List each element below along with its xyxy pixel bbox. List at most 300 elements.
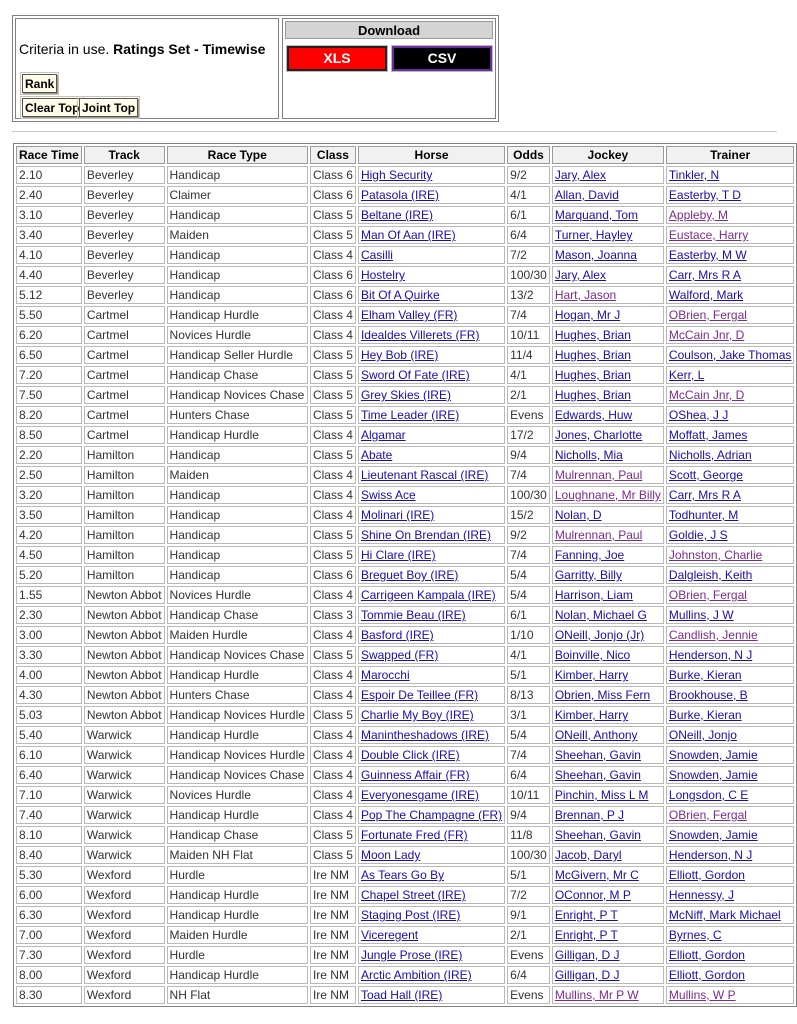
jockey-cell [552, 846, 664, 864]
jockey-cell [552, 466, 664, 484]
track-cell: Warwick [84, 826, 165, 844]
jockey-link[interactable]: Boinville, Nico [554, 648, 631, 662]
horse-link[interactable]: Charlie My Boy (IRE) [360, 708, 474, 722]
horse-link[interactable]: Hey Bob (IRE) [360, 348, 439, 362]
track-cell: Wexford [84, 966, 165, 984]
jockey-link[interactable]: Nolan, Michael G [554, 608, 647, 622]
trainer-cell [666, 626, 795, 644]
table-row [16, 566, 794, 584]
horse-link[interactable]: Toad Hall (IRE) [360, 988, 443, 1002]
horse-link[interactable]: Arctic Ambition (IRE) [360, 968, 472, 982]
trainer-cell [666, 186, 795, 204]
jockey-link[interactable]: Gilligan, D J [554, 948, 620, 962]
jockey-cell [552, 586, 664, 604]
horse-link[interactable]: Breguet Boy (IRE) [360, 568, 459, 582]
download-title: Download [285, 21, 493, 39]
race-time-cell: 4.30 [16, 686, 82, 704]
track-cell: Warwick [84, 726, 165, 744]
trainer-cell [666, 666, 795, 684]
race-time-cell: 4.40 [16, 266, 82, 284]
horse-link[interactable]: Carrigeen Kampala (IRE) [360, 588, 496, 602]
race-time-cell: 3.20 [16, 486, 82, 504]
horse-link[interactable]: Molinari (IRE) [360, 508, 435, 522]
horse-link[interactable]: Grey Skies (IRE) [360, 388, 451, 402]
horse-link[interactable]: Basford (IRE) [360, 628, 434, 642]
track-cell: Wexford [84, 946, 165, 964]
jockey-link[interactable]: Enright, P T [554, 928, 618, 942]
jockey-cell [552, 166, 664, 184]
horse-link[interactable]: Moon Lady [360, 848, 421, 862]
horse-cell [358, 986, 505, 1004]
race-type-cell: Handicap Hurdle [167, 886, 308, 904]
horse-link[interactable]: Swiss Ace [360, 488, 416, 502]
trainer-cell [666, 706, 795, 724]
track-cell: Cartmel [84, 386, 165, 404]
trainer-cell [666, 506, 795, 524]
trainer-link[interactable]: Elliott, Gordon [668, 868, 745, 882]
table-row [16, 846, 794, 864]
jockey-link[interactable]: Mulrennan, Paul [554, 468, 643, 482]
jockey-link[interactable]: Harrison, Liam [554, 588, 633, 602]
horse-link[interactable]: Sword Of Fate (IRE) [360, 368, 470, 382]
horse-link[interactable]: Patasola (IRE) [360, 188, 439, 202]
horse-link[interactable]: Elham Valley (FR) [360, 308, 458, 322]
table-row [16, 786, 794, 804]
trainer-link[interactable]: Tinkler, N [668, 168, 720, 182]
jockey-cell [552, 626, 664, 644]
jockey-link[interactable]: Hart, Jason [554, 288, 617, 302]
trainer-cell [666, 826, 795, 844]
header-horse[interactable]: Horse [358, 146, 505, 164]
horse-cell [358, 466, 505, 484]
trainer-cell [666, 806, 795, 824]
header-jockey[interactable]: Jockey [552, 146, 664, 164]
race-time-cell: 4.00 [16, 666, 82, 684]
trainer-link[interactable]: McCain Jnr, D [668, 388, 745, 402]
jockey-cell [552, 866, 664, 884]
horse-link[interactable]: Tommie Beau (IRE) [360, 608, 466, 622]
jockey-link[interactable]: Kimber, Harry [554, 708, 629, 722]
class-cell: Class 4 [310, 746, 356, 764]
jockey-cell [552, 326, 664, 344]
trainer-link[interactable]: Carr, Mrs R A [668, 268, 741, 282]
trainer-cell [666, 926, 795, 944]
track-cell: Hamilton [84, 526, 165, 544]
race-type-cell: Novices Hurdle [167, 586, 308, 604]
race-time-cell: 6.50 [16, 346, 82, 364]
jockey-link[interactable]: Jacob, Daryl [554, 848, 622, 862]
jockey-cell [552, 206, 664, 224]
jockey-link[interactable]: McGivern, Mr C [554, 868, 639, 882]
trainer-cell [666, 586, 795, 604]
track-cell: Newton Abbot [84, 646, 165, 664]
trainer-cell [666, 966, 795, 984]
trainer-link[interactable]: ONeill, Jonjo [668, 728, 737, 742]
trainer-link[interactable]: Moffatt, James [668, 428, 748, 442]
track-cell: Wexford [84, 906, 165, 924]
trainer-link[interactable]: Elliott, Gordon [668, 948, 745, 962]
race-type-cell: Novices Hurdle [167, 786, 308, 804]
odds-cell: 9/2 [507, 166, 550, 184]
jockey-link[interactable]: Sheehan, Gavin [554, 748, 641, 762]
horse-link[interactable]: Shine On Brendan (IRE) [360, 528, 492, 542]
criteria-text [19, 41, 265, 57]
trainer-link[interactable]: OBrien, Fergal [668, 308, 747, 322]
odds-cell: 5/1 [507, 866, 550, 884]
horse-link[interactable]: Staging Post (IRE) [360, 908, 461, 922]
class-cell: Class 5 [310, 526, 356, 544]
trainer-link[interactable]: Carr, Mrs R A [668, 488, 741, 502]
race-type-cell: Handicap Hurdle [167, 426, 308, 444]
trainer-cell [666, 346, 795, 364]
horse-cell [358, 426, 505, 444]
table-row [16, 886, 794, 904]
class-cell: Ire NM [310, 886, 356, 904]
trainer-link[interactable]: Easterby, M W [668, 248, 747, 262]
jockey-link[interactable]: Fanning, Joe [554, 548, 625, 562]
class-cell: Class 4 [310, 686, 356, 704]
trainer-link[interactable]: Candlish, Jennie [668, 628, 758, 642]
race-time-cell: 5.30 [16, 866, 82, 884]
trainer-link[interactable]: Nicholls, Adrian [668, 448, 752, 462]
trainer-link[interactable]: OBrien, Fergal [668, 588, 747, 602]
horse-cell [358, 486, 505, 504]
jockey-link[interactable]: Turner, Hayley [554, 228, 633, 242]
horse-link[interactable]: Idealdes Villerets (FR) [360, 328, 480, 342]
race-type-cell: Handicap Chase [167, 366, 308, 384]
class-cell: Ire NM [310, 926, 356, 944]
trainer-cell [666, 286, 795, 304]
horse-cell [358, 866, 505, 884]
horse-link[interactable]: Man Of Aan (IRE) [360, 228, 456, 242]
trainer-link[interactable]: Burke, Kieran [668, 708, 742, 722]
horse-link[interactable]: Pop The Champagne (FR) [360, 808, 503, 822]
horse-link[interactable]: Viceregent [360, 928, 419, 942]
horse-link[interactable]: Everyonesgame (IRE) [360, 788, 479, 802]
race-type-cell: Handicap [167, 486, 308, 504]
jockey-link[interactable]: Enright, P T [554, 908, 618, 922]
horse-link[interactable]: Bit Of A Quirke [360, 288, 440, 302]
trainer-cell [666, 266, 795, 284]
trainer-link[interactable]: Mullins, J W [668, 608, 734, 622]
jockey-link[interactable]: Mullins, Mr P W [554, 988, 639, 1002]
class-cell: Class 6 [310, 186, 356, 204]
race-time-cell: 2.30 [16, 606, 82, 624]
trainer-link[interactable]: Henderson, N J [668, 648, 753, 662]
race-type-cell: Handicap Seller Hurdle [167, 346, 308, 364]
jockey-cell [552, 886, 664, 904]
horse-cell [358, 306, 505, 324]
trainer-link[interactable]: Henderson, N J [668, 848, 753, 862]
race-type-cell: Maiden Hurdle [167, 626, 308, 644]
jockey-cell [552, 746, 664, 764]
horse-link[interactable]: As Tears Go By [360, 868, 445, 882]
trainer-link[interactable]: Longsdon, C E [668, 788, 749, 802]
rank-button[interactable]: Rank [22, 74, 57, 93]
horse-link[interactable]: Espoir De Teillee (FR) [360, 688, 479, 702]
race-type-cell: Maiden NH Flat [167, 846, 308, 864]
horse-cell [358, 346, 505, 364]
horse-cell [358, 706, 505, 724]
horse-link[interactable]: Casilli [360, 248, 393, 262]
trainer-link[interactable]: Easterby, T D [668, 188, 741, 202]
class-cell: Class 4 [310, 306, 356, 324]
odds-cell: Evens [507, 986, 550, 1004]
horse-link[interactable]: Jungle Prose (IRE) [360, 948, 463, 962]
horse-cell [358, 226, 505, 244]
track-cell: Hamilton [84, 546, 165, 564]
class-cell: Class 4 [310, 246, 356, 264]
horse-cell [358, 186, 505, 204]
jockey-cell [552, 706, 664, 724]
horse-cell [358, 266, 505, 284]
trainer-link[interactable]: Walford, Mark [668, 288, 744, 302]
jockey-link[interactable]: Nolan, D [554, 508, 602, 522]
trainer-link[interactable]: Snowden, Jamie [668, 768, 758, 782]
trainer-cell [666, 766, 795, 784]
horse-link[interactable]: Guinness Affair (FR) [360, 768, 470, 782]
race-time-cell: 6.00 [16, 886, 82, 904]
trainer-link[interactable]: Snowden, Jamie [668, 828, 758, 842]
track-cell: Beverley [84, 286, 165, 304]
race-time-cell: 8.50 [16, 426, 82, 444]
race-time-cell: 7.20 [16, 366, 82, 384]
header-odds[interactable]: Odds [507, 146, 550, 164]
track-cell: Hamilton [84, 466, 165, 484]
horse-cell [358, 246, 505, 264]
trainer-link[interactable]: Byrnes, C [668, 928, 722, 942]
class-cell: Class 4 [310, 486, 356, 504]
jockey-cell [552, 906, 664, 924]
table-row [16, 666, 794, 684]
odds-cell: 9/1 [507, 906, 550, 924]
jockey-link[interactable]: ONeill, Jonjo (Jr) [554, 628, 645, 642]
horse-link[interactable]: High Security [360, 168, 433, 182]
trainer-cell [666, 326, 795, 344]
table-row [16, 166, 794, 184]
joint-top-button[interactable]: Joint Top [79, 98, 138, 117]
table-header-row [16, 146, 794, 164]
race-time-cell: 7.00 [16, 926, 82, 944]
horse-link[interactable]: Hi Clare (IRE) [360, 548, 436, 562]
horse-link[interactable]: Double Click (IRE) [360, 748, 460, 762]
horse-link[interactable]: Beltane (IRE) [360, 208, 433, 222]
trainer-link[interactable]: Goldie, J S [668, 528, 728, 542]
jockey-link[interactable]: Nicholls, Mia [554, 448, 623, 462]
race-type-cell: Maiden [167, 466, 308, 484]
table-row [16, 366, 794, 384]
table-row [16, 746, 794, 764]
horse-cell [358, 586, 505, 604]
table-row [16, 266, 794, 284]
horse-link[interactable]: Manintheshadows (IRE) [360, 728, 490, 742]
trainer-link[interactable]: Appleby, M [668, 208, 729, 222]
race-type-cell: Handicap [167, 246, 308, 264]
jockey-link[interactable]: Obrien, Miss Fern [554, 688, 651, 702]
jockey-link[interactable]: Hogan, Mr J [554, 308, 621, 322]
jockey-cell [552, 566, 664, 584]
jockey-link[interactable]: Hughes, Brian [554, 388, 631, 402]
race-time-cell: 3.00 [16, 626, 82, 644]
race-time-cell: 2.10 [16, 166, 82, 184]
odds-cell: Evens [507, 406, 550, 424]
odds-cell: Evens [507, 946, 550, 964]
horse-link[interactable]: Algamar [360, 428, 406, 442]
class-cell: Class 5 [310, 386, 356, 404]
trainer-link[interactable]: Hennessy, J [668, 888, 735, 902]
trainer-link[interactable]: OBrien, Fergal [668, 808, 747, 822]
track-cell: Newton Abbot [84, 666, 165, 684]
horse-cell [358, 806, 505, 824]
jockey-cell [552, 346, 664, 364]
horse-cell [358, 666, 505, 684]
race-time-cell: 6.10 [16, 746, 82, 764]
horse-link[interactable]: Swapped (FR) [360, 648, 439, 662]
odds-cell: 10/11 [507, 326, 550, 344]
trainer-link[interactable]: Mullins, W P [668, 988, 736, 1002]
jockey-cell [552, 266, 664, 284]
trainer-cell [666, 726, 795, 744]
race-type-cell: Handicap [167, 526, 308, 544]
jockey-link[interactable]: Edwards, Huw [554, 408, 633, 422]
race-type-cell: Claimer [167, 186, 308, 204]
trainer-link[interactable]: McNiff, Mark Michael [668, 908, 781, 922]
trainer-cell [666, 786, 795, 804]
track-cell: Wexford [84, 986, 165, 1004]
jockey-link[interactable]: Kimber, Harry [554, 668, 629, 682]
track-cell: Wexford [84, 866, 165, 884]
odds-cell: 4/1 [507, 366, 550, 384]
horse-link[interactable]: Marocchi [360, 668, 410, 682]
criteria-cell [15, 18, 279, 119]
race-type-cell: Handicap [167, 546, 308, 564]
trainer-link[interactable]: Elliott, Gordon [668, 968, 745, 982]
trainer-link[interactable]: Johnston, Charlie [668, 548, 763, 562]
jockey-cell [552, 786, 664, 804]
table-row [16, 546, 794, 564]
class-cell: Class 6 [310, 566, 356, 584]
trainer-link[interactable]: Scott, George [668, 468, 743, 482]
jockey-link[interactable]: Garritty, Billy [554, 568, 622, 582]
header-race-type[interactable]: Race Type [167, 146, 308, 164]
horse-link[interactable]: Lieutenant Rascal (IRE) [360, 468, 489, 482]
trainer-link[interactable]: Brookhouse, B [668, 688, 748, 702]
jockey-cell [552, 726, 664, 744]
jockey-link[interactable]: Sheehan, Gavin [554, 828, 641, 842]
track-cell: Cartmel [84, 346, 165, 364]
download-csv-button[interactable]: CSV [392, 46, 492, 71]
jockey-link[interactable]: Hughes, Brian [554, 368, 631, 382]
odds-cell: 9/4 [507, 446, 550, 464]
trainer-link[interactable]: Kerr, L [668, 368, 705, 382]
trainer-cell [666, 406, 795, 424]
jockey-link[interactable]: Marquand, Tom [554, 208, 638, 222]
jockey-link[interactable]: Jones, Charlotte [554, 428, 643, 442]
odds-cell: 11/4 [507, 346, 550, 364]
jockey-cell [552, 506, 664, 524]
trainer-link[interactable]: Eustace, Harry [668, 228, 749, 242]
track-cell: Hamilton [84, 486, 165, 504]
jockey-link[interactable]: Hughes, Brian [554, 348, 631, 362]
table-row [16, 866, 794, 884]
track-cell: Hamilton [84, 446, 165, 464]
header-race-time[interactable]: Race Time [16, 146, 82, 164]
jockey-link[interactable]: Pinchin, Miss L M [554, 788, 649, 802]
jockey-link[interactable]: Brennan, P J [554, 808, 625, 822]
odds-cell: 8/13 [507, 686, 550, 704]
trainer-link[interactable]: OShea, J J [668, 408, 729, 422]
trainer-cell [666, 906, 795, 924]
race-type-cell: Handicap Hurdle [167, 966, 308, 984]
jockey-link[interactable]: Mulrennan, Paul [554, 528, 643, 542]
jockey-cell [552, 186, 664, 204]
race-type-cell: Hurdle [167, 866, 308, 884]
criteria-panel [12, 15, 499, 122]
race-results-table [13, 143, 797, 1007]
race-type-cell: Handicap Hurdle [167, 666, 308, 684]
trainer-link[interactable]: Burke, Kieran [668, 668, 742, 682]
header-track[interactable]: Track [84, 146, 165, 164]
jockey-link[interactable]: Hughes, Brian [554, 328, 631, 342]
header-trainer[interactable]: Trainer [666, 146, 795, 164]
trainer-link[interactable]: Snowden, Jamie [668, 748, 758, 762]
trainer-link[interactable]: Coulson, Jake Thomas [668, 348, 792, 362]
class-cell: Class 4 [310, 806, 356, 824]
header-class[interactable]: Class [310, 146, 356, 164]
horse-cell [358, 886, 505, 904]
horse-cell [358, 406, 505, 424]
jockey-link[interactable]: Jary, Alex [554, 168, 606, 182]
race-time-cell: 4.50 [16, 546, 82, 564]
jockey-link[interactable]: ONeill, Anthony [554, 728, 638, 742]
jockey-link[interactable]: OConnor, M P [554, 888, 631, 902]
jockey-link[interactable]: Gilligan, D J [554, 968, 620, 982]
jockey-cell [552, 526, 664, 544]
trainer-link[interactable]: Dalgleish, Keith [668, 568, 753, 582]
clear-top-button[interactable]: Clear Top [22, 98, 82, 117]
jockey-link[interactable]: Sheehan, Gavin [554, 768, 641, 782]
class-cell: Class 5 [310, 206, 356, 224]
trainer-link[interactable]: McCain Jnr, D [668, 328, 745, 342]
horse-cell [358, 966, 505, 984]
table-row [16, 346, 794, 364]
jockey-link[interactable]: Jary, Alex [554, 268, 606, 282]
jockey-link[interactable]: Mason, Joanna [554, 248, 637, 262]
horse-link[interactable]: Abate [360, 448, 393, 462]
table-row [16, 326, 794, 344]
trainer-cell [666, 646, 795, 664]
trainer-link[interactable]: Todhunter, M [668, 508, 739, 522]
horse-link[interactable]: Time Leader (IRE) [360, 408, 460, 422]
table-row [16, 466, 794, 484]
horse-cell [358, 766, 505, 784]
race-type-cell: Handicap [167, 566, 308, 584]
table-row [16, 966, 794, 984]
race-type-cell: Handicap [167, 166, 308, 184]
race-time-cell: 8.10 [16, 826, 82, 844]
odds-cell: 15/2 [507, 506, 550, 524]
horse-link[interactable]: Hostelry [360, 268, 405, 282]
horse-link[interactable]: Fortunate Fred (FR) [360, 828, 468, 842]
jockey-link[interactable]: Allan, David [554, 188, 619, 202]
class-cell: Ire NM [310, 986, 356, 1004]
race-time-cell: 5.20 [16, 566, 82, 584]
jockey-link[interactable]: Loughnane, Mr Billy [554, 488, 661, 502]
class-cell: Class 4 [310, 626, 356, 644]
download-xls-button[interactable]: XLS [287, 46, 387, 71]
horse-link[interactable]: Chapel Street (IRE) [360, 888, 466, 902]
class-cell: Class 5 [310, 646, 356, 664]
